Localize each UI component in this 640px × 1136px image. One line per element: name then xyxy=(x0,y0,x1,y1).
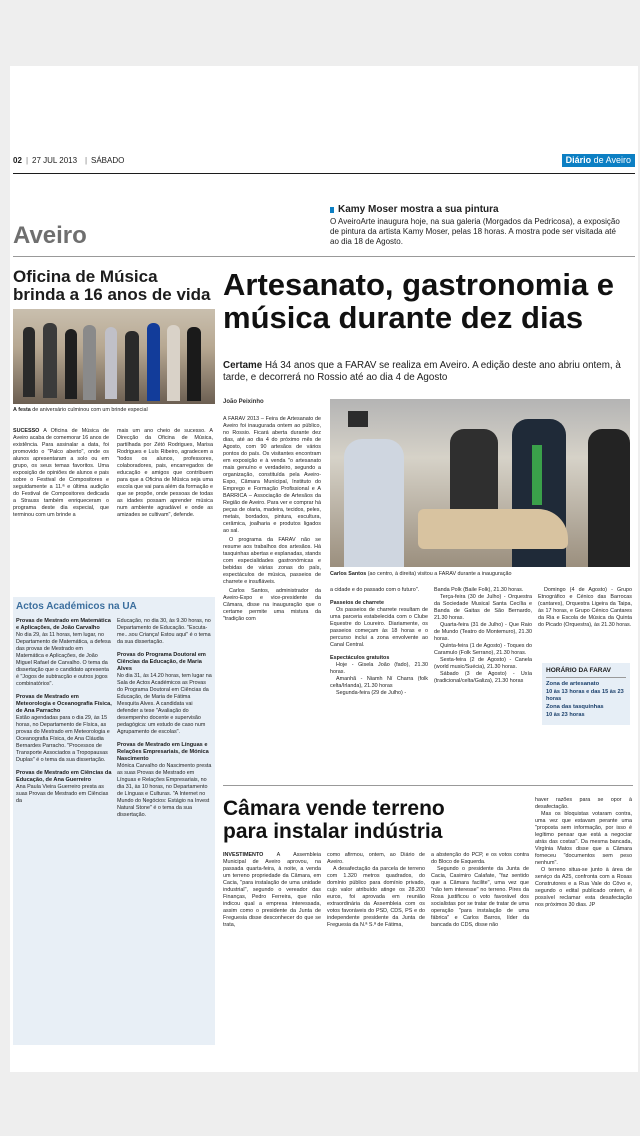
academic-item-title: Provas do Programa Doutoral em Ciências da Educação, de Maria Alves xyxy=(117,652,206,672)
sidebar-col1-text: A Oficina de Música de Aveiro acaba de comemorar 16 anos de existência. Para assinalar a data, foi promovido o "Palco aberto", onde os alunos apresentaram a solo ou em grupo, os seus temas favoritos. Uma exposição de opiniões de alunos e pais sobre o Festival de Compositores e seguidamente a 11.ª e última audição do Festival de Compositores dedicada a Strauss também enriqueceram o programa deste dia especial, que terminou com um brinde a xyxy=(13,428,109,518)
hours-line: 10 às 23 horas xyxy=(546,712,585,718)
brand-name-part2: de Aveiro xyxy=(593,155,631,165)
academic-item-body: No dia 31, às 14.20 horas, tem lugar na Sala de Actos Académicos as Provas do Programa Doutoral em Ciências da Educação, de Maria de Fátima Mesquita Alves. A candidata vai defender a tese "Avaliação do desempenho docente e supervisão pedagógica: um estudo de caso num Agrupamento de escolas". xyxy=(117,673,212,735)
hours-line-title: Zona de artesanato xyxy=(546,681,600,687)
section-label xyxy=(13,222,102,248)
standfirst-text: Há 34 anos que a FARAV se realiza em Aveiro. A edição deste ano abriu ontem, à tarde, e decorrerá no Rossio até ao dia 4 de Agosto xyxy=(223,360,621,383)
main-headline: Artesanato, gastronomia e música durante dez dias xyxy=(223,267,615,335)
hours-line: 10 às 13 horas e das 15 às 23 horas xyxy=(546,689,624,702)
photo-person xyxy=(43,323,57,398)
caption-lead: A festa xyxy=(13,407,31,413)
hours-box-rule xyxy=(546,677,626,678)
photo-person xyxy=(105,327,117,399)
main-col2-p: Hoje - Gisela João (fado), 21.30 horas. xyxy=(330,662,428,675)
second-col2 xyxy=(327,852,425,929)
main-col3-p: Quarta-feira (31 de Julho) - Que Raio de Mundo (Teatro do Montemuro), 21.30 horas. xyxy=(434,622,532,642)
photo-person xyxy=(187,327,201,401)
photo-person xyxy=(125,331,139,401)
photo-wooden-boat xyxy=(418,509,568,549)
main-col3 xyxy=(434,587,532,685)
second-lead: INVESTIMENTO xyxy=(223,852,264,858)
main-col1-p: A FARAV 2013 – Feira de Artesanato de Aveiro foi inaugurada ontem ao público, no Rossio. Ficará aberta durante dez dias, até ao dia 4 do próximo mês de Agosto, com 90 artesãos de vários pontos do país. Os visitantes encontram em exposição e à venda "o artesanato mais genuíno e verdadeiro, segundo a organização, constituída pela Aveiro-Expo, Câmara Municipal, Instituto do Emprego e Formação Profissional e A BARRICA – Associação de Artesãos da Região de Aveiro. Para ver e comprar há peças de olaria, madeira, tecidos, peles, metais, bordados, pintura, escultura, cerâmica, joalharia e produtos ligados ao sal. xyxy=(223,416,321,534)
second-col2-p: como afirmou, ontem, ao Diário de Aveiro. xyxy=(327,852,425,865)
sidebar-col1 xyxy=(13,428,109,519)
second-col2-p: A desafectação da parcela de terreno com 1.320 metros quadrados, do domínio público para domínio privado, cujo valor atribuído atinge os 28.200 euros, foi aprovada em reunião extraordinária da Assembleia com os votos favoráveis do PSD, CDS, PS e do independente presidente da Junta de Freguesia da N.ª S.ª de Fátima, xyxy=(327,866,425,928)
second-col4-p: O terreno situa-se junto à área de serviço da A25, confronta com a Rosas Construtores e a Rua Vale do Côvo e, segundo o edital publicado ontem, é possível reclamar esta desafectação nos próximos 30 dias. JP xyxy=(535,867,632,908)
section-title: Aveiro xyxy=(13,222,87,249)
page-header xyxy=(13,152,635,172)
photo-person xyxy=(167,325,180,401)
hours-box-title: HORÁRIO DA FARAV xyxy=(546,667,611,674)
teaser-marker xyxy=(330,207,334,213)
sidebar-headline: Oficina de Música brinda a 16 anos de vida xyxy=(13,267,211,304)
second-col3 xyxy=(431,852,529,929)
header-rule xyxy=(13,173,635,174)
teaser-body: O AveiroArte inaugura hoje, na sua galeria (Morgados da Pedricosa), a exposição de pintura da artista Kamy Moser, pelas 18 horas. A mostra pode ser visitada até ao dia 18 de Agosto. xyxy=(330,217,620,246)
photo-person xyxy=(23,327,35,397)
academic-item-body: No dia 29, às 11 horas, tem lugar, no Departamento de Matemática, a defesa das provas de Mestrado em Matemática e Aplicações, de João Miguel Rafael de Carvalho. O tema da dissertação que o candidato apresenta é "Jogos de subtracção e outros jogos combinatórios". xyxy=(16,632,111,687)
photo-person xyxy=(588,429,630,567)
page-date: 27 JUL 2013 xyxy=(32,156,78,165)
academic-item-title: Provas de Mestrado em Línguas e Relações Empresariais, de Mónica Nascimento xyxy=(117,742,209,762)
photo-person xyxy=(65,329,77,399)
academic-item-body: Mónica Carvalho do Nascimento presta as suas Provas de Mestrado em Línguas e Relações Empresariais, no dia 31, às 10 horas, no Departamento de Línguas e Culturas. "A Internet no Mundo do Negócios: Estágio na Invest Natural Stone" é o tema da sua dissertação. xyxy=(117,763,212,818)
sidebar-photo xyxy=(13,309,215,404)
main-photo xyxy=(330,399,630,567)
second-col4-p: Mas os bloquistas votaram contra, uma vez que estavam perante uma "proposta sem informação, por isso é legítimo pensar que está a negociar atrás das costas". Da mesma bancada, Virgínia Matos disse que a Câmara forneceu "documentos sem peso nenhum". xyxy=(535,811,632,866)
newspaper-page xyxy=(10,66,638,1072)
caption-lead: Carlos Santos xyxy=(330,571,367,577)
main-col2 xyxy=(330,587,428,697)
main-col1-p: Carlos Santos, administrador da Aveiro-Expo e vice-presidente da Câmara, disse na inauguração que o certame permite uma mistura da "tradição com xyxy=(223,588,321,622)
sidebar-photo-caption xyxy=(13,407,215,414)
academic-item-title: Provas de Mestrado em Meteorologia e Oceanografia Física, de Ana Parracho xyxy=(16,694,112,714)
main-standfirst xyxy=(223,360,633,384)
academic-item-title: Provas de Mestrado em Ciências da Educação, de Ana Guerreiro xyxy=(16,770,112,783)
sidebar-col2: mais um ano cheio de sucesso. A Direcção da Oficina de Música, partilhada por Zétó Rodrigues, Marisa Rodrigues e Luís Ribeiro, agradecem a "todos os alunos, professores, colaboradores, pais, encarregados de educação e amigos que contribuem para que a Oficina de Música seja uma escola que vai para além da formação e que se propõe, onde pessoas de todas as idades possam aprender música num ambiente agradável e onde as amizades se cultivam", defende. xyxy=(117,428,213,518)
main-col2-p: Segunda-feira (29 de Julho) - xyxy=(336,690,407,696)
second-headline: Câmara vende terreno para instalar indústria xyxy=(223,797,445,843)
academic-item-body: Ana Paula Vieira Guerreiro presta as suas Provas de Mestrado em Ciências da xyxy=(16,784,109,804)
separator: | xyxy=(85,156,88,165)
main-col1-p: O programa da FARAV não se resume aos trabalhos dos artesãos. Há tasquinhas abertas e esplanadas, stands com especialidades gastronómicas e bebidas de várias zonas do país, espectáculos de música, passeios de charrete e insufláveis. xyxy=(223,537,321,585)
teaser-title: Kamy Moser mostra a sua pintura xyxy=(338,204,499,215)
main-col3-p: Terça-feira (30 de Julho) - Orquestra da Sociedade Musical Santa Cecília e Banda de Gaitas de São Bernardo, 21.30 horas. xyxy=(434,594,532,621)
caption-text: de aniversário culminou com um brinde especial xyxy=(32,407,148,413)
main-col3-p: Sexta-feira (2 de Agosto) - Canela (world music/Suécia), 21.30 horas. xyxy=(434,657,532,670)
main-col4: Domingo (4 de Agosto) - Grupo Etnográfico e Cénico das Barrocas (cantares), Orquestra Ligeira da Taipa, às 17 horas, e Grupo Cénico Cantares da Ria e Escola de Música da Quinta do Picado (Orquestra), às 21.30 horas. xyxy=(538,587,632,628)
academic-col1 xyxy=(16,618,112,805)
second-rule xyxy=(223,785,633,786)
photo-camera xyxy=(348,411,368,427)
academic-col2 xyxy=(117,618,213,819)
brand-name-part1: Diário xyxy=(565,155,592,165)
photo-person xyxy=(83,325,96,400)
main-col3-p: Banda Polk (Baile Folk), 21.30 horas. xyxy=(434,587,524,593)
second-col1 xyxy=(223,852,321,929)
main-col3-p: Sábado (3 de Agosto) - Uxía (tradicional/celta/Galiza), 21.30 horas xyxy=(434,671,532,684)
second-col3-p: a abstenção do PCP, e os votos contra do Bloco de Esquerda. xyxy=(431,852,529,865)
second-col4-p: haver razões para se opor à desafectação. xyxy=(535,797,632,810)
main-col3-p: Quinta-feira (1 de Agosto) - Toques do Caramulo (Folk Serrano), 21.30 horas. xyxy=(434,643,532,656)
second-col4 xyxy=(535,797,632,909)
second-col1-text: A Assembleia Municipal de Aveiro aprovou, na passada quarta-feira, à noite, a venda um terreno propriedade da Câmara, em Cacia, "para instalação de uma unidade industrial", segundo o vereador das Finanças, Pedro Ferreira, que não indicou qual a empresa interessada, assim como o presidente da Junta de Freguesia disse desconhecer do que se trata, xyxy=(223,852,321,928)
separator: | xyxy=(26,156,29,165)
standfirst-kicker: Certame xyxy=(223,360,263,371)
academic-box-title: Actos Académicos na UA xyxy=(16,601,137,612)
teaser-rule xyxy=(13,256,635,257)
main-col2-subhead: Passeios de charrete xyxy=(330,600,384,606)
main-col2-subhead: Espectáculos gratuitos xyxy=(330,655,390,661)
academic-item-title: Provas de Mestrado em Matemática e Aplicações, de João Carvalho xyxy=(16,618,111,631)
main-col1 xyxy=(223,416,321,623)
photo-green-tie xyxy=(532,445,542,505)
hours-line-title: Zona das tasquinhas xyxy=(546,704,604,710)
main-photo-caption xyxy=(330,571,630,578)
academic-item-body: Educação, no dia 30, às 9.30 horas, no Departamento de Educação. "Escuta-me...sou Criança! Estou aqui" é o tema da sua dissertação. xyxy=(117,618,211,645)
photo-person xyxy=(147,323,160,401)
main-byline: João Peixinho xyxy=(223,399,264,405)
main-col2-p: a cidade e do passado com o futuro". xyxy=(330,587,420,593)
main-col2-p: Amanhã - Niamh Ní Charra (folk celta/Irlanda), 21.30 horas xyxy=(330,676,428,689)
photo-man-striped xyxy=(344,439,404,567)
second-col3-p: Segundo o presidente da Junta de Cacia, Casimiro Calafate, "faz sentido que a Câmara facilite", uma vez que "não tem interesse" no terreno. Pires da Rosa justificou o voto favorável dos socialistas por se tratar de tratar de uma operação "para instalação de uma fábrica" e Carlos Barros, líder da bancada do CDS, disse não xyxy=(431,866,529,928)
caption-text: (ao centro, à direita) visitou a FARAV durante a inauguração xyxy=(367,571,512,577)
teaser-box xyxy=(330,204,620,252)
hours-box xyxy=(542,663,630,725)
main-col2-p: Os passeios de charrete resultam de uma parceria estabelecida com o Clube Equestre do Loureiro. Diariamente, os passeios começam às 18 horas e o percurso inclui a zona envolvente ao Canal Central. xyxy=(330,607,428,648)
brand-logo xyxy=(562,154,635,167)
page-weekday: SÁBADO xyxy=(91,156,125,165)
academic-item-body: Estão agendadas para o dia 29, às 15 horas, no Departamento de Física, as provas do Mestrado em Meteorologia e Oceanografia Física, de Ana Cláudia Bernardes Parracho. "Processos de Transporte Associados a Tropopausas Duplas" é o tema da sua dissertação. xyxy=(16,715,110,763)
page-number: 02 xyxy=(13,156,22,165)
sidebar-lead: SUCESSO xyxy=(13,428,40,434)
